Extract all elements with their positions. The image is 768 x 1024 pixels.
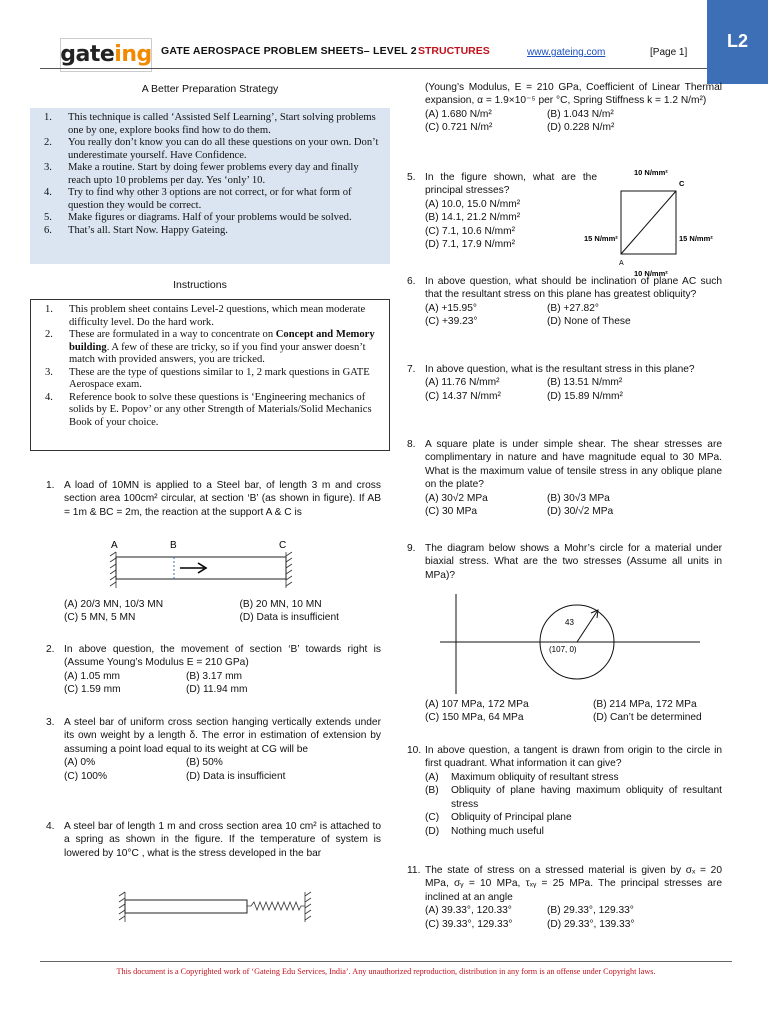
radius-label: 43 [565,618,574,627]
list-item: 4. Try to find why other 3 options are not correct, or for what form of question they would be correct. [44,187,352,211]
corner-a-label: A [619,260,624,267]
option: (D) None of These [547,316,631,328]
option: (A) 30√2 MPa [425,492,488,504]
option: (B) 3.17 mm [186,670,243,682]
right-stress-label: 15 N/mm² [679,234,713,243]
option: (C) Obliquity of Principal plane [425,812,572,824]
strategy-box [30,108,390,264]
list-item: 1. This technique is called ‘Assisted Self Learning’, Start solving problems one by one, explore books find how to do them. [44,112,376,136]
list-item: 3. These are the type of questions similar to 1, 2 mark questions in GATE Aerospace exam. [45,366,370,390]
question-10: 10. In above question, a tangent is drawn from origin to the circle in first quadrant. What information it can give? (A) Maximum obliquity of resultant stress (B) Obliquity of plane having maximum obliquity of resultant stress (C) Obliquity of Principal plane (D) Nothing much useful [407,745,722,837]
option: (B) +27.82° [547,302,599,314]
option: (C) +39.23° [425,316,478,328]
option: (A) 1.680 N/m² [425,108,492,120]
left-stress-label: 15 N/mm² [584,234,618,243]
option: (A) 1.05 mm [64,670,121,682]
option: (A) 20/3 MN, 10/3 MN [64,599,164,610]
option: (C) 100% [64,770,108,782]
option: (C) 0.721 N/m² [425,122,493,134]
list-item: 1. This problem sheet contains Level-2 questions, which mean moderate difficulty level. Do the hard work. [45,304,366,328]
question-2: 2. In above question, the movement of section ‘B’ towards right is (Assume Young’s Modulus E = 210 GPa) (A) 1.05 mm (B) 3.17 mm (C) 1.59 mm (D) 11.94 mm [46,644,381,696]
question-4: 4. A steel bar of length 1 m and cross section area 10 cm² is attached to a spring as shown in the figure. If the temperature of system is lowered by 10°C , what is the stress developed in the bar [46,821,381,859]
option: (D) 0.228 N/m² [547,122,615,134]
bottom-stress-label: 10 N/mm² [634,269,668,278]
option: (B) 14.1, 21.2 N/mm² [425,212,521,224]
option: (C) 1.59 mm [64,684,121,696]
list-item: 2. These are formulated in a way to concentrate on Concept and Memory building. A few of these are tricky, so if you find your answer doesn’t match with provided answers, you are tricked. [45,329,375,365]
subject-label: STRUCTURES [418,45,490,57]
strategy-list [44,112,382,237]
option: (A) 11.76 N/mm² [425,377,500,389]
option: (B) 30√3 MPa [547,492,610,504]
question-9: 9. The diagram below shows a Mohr’s circle for a material under biaxial stress. What are the two stresses (Assume all units in MPa)? [407,543,722,581]
question-5: 5. In the figure shown, what are the principal stresses? (A) 10.0, 15.0 N/mm² (B) 14.1, 21.2 N/mm² (C) 7.1, 10.6 N/mm² (D) 7.1, 17.9 N/mm² [407,172,597,251]
question-1: 1. A load of 10MN is applied to a Steel bar, of length 3 m and cross section area 100cm² circular, at section ‘B’ (as shown in figure). If AB = 1m & BC = 2m, the reaction at the support A & C is [46,480,381,518]
list-item: 2. You really don’t know you can do all these questions on your own. Don’t underestimate yourself. Have Confidence. [44,137,379,161]
option: (B) 29.33°, 129.33° [547,905,634,917]
option: (B) 1.043 N/m² [547,108,614,120]
label-c: C [279,540,287,551]
option: (B) 214 MPa, 172 MPa [593,699,697,710]
option: (A) 107 MPa, 172 MPa [425,699,529,710]
option: (D) Nothing much useful [425,825,544,837]
option: (D) 15.89 N/mm² [547,390,623,402]
spring [247,902,305,910]
label-a: A [111,540,118,551]
option: (B) 50% [186,757,223,769]
option: (D) Data is insufficient [239,612,339,624]
option: (A) Maximum obliquity of resultant stress [425,771,619,783]
question-3: 3. A steel bar of uniform cross section hanging vertically extends under its own weight by a length δ. The error in estimation of extension by assuming a point load equal to its weight at CG will be (A) 0% (B) 50% (C) 100% (D) Data is insufficient [46,717,381,782]
option: (D) Can’t be determined [593,712,702,724]
list-item: 3. Make a routine. Start by doing fewer problems every day and finally reach upto 10 problems per day. Yes ‘only’ 10. [44,162,359,186]
list-item: 6. That’s all. Start Now. Happy Gateing. [44,224,228,236]
question-8: 8. A square plate is under simple shear. The shear stresses are complimentary in nature and have magnitude equal to 30 MPa. What is the maximum value of tensile stress in any oblique plane on the plate? (A) 30√2 MPa (B) 30√3 MPa (C) 30 MPa (D) 30/√2 MPa [407,439,722,518]
level-badge: L2 [707,0,768,84]
option: (A) +15.95° [425,302,477,314]
strategy-title: A Better Preparation Strategy [141,83,279,95]
copyright-notice: This document is a Copyrighted work of ‘Gateing Edu Services, India’. Any unauthorized reproduction, distribution in any form is an offense under Copyright laws. [116,967,656,976]
header-divider [40,68,707,69]
option: (C) 39.33°, 129.33° [425,918,513,930]
option: (D) 7.1, 17.9 N/mm² [425,239,516,251]
stress-element-figure [580,164,728,280]
option: (B) 20 MN, 10 MN [239,599,322,610]
radius-line [577,610,598,642]
option: (C) 7.1, 10.6 N/mm² [425,225,516,237]
sheet-title: GATE AEROSPACE PROBLEM SHEETS– LEVEL 2 [161,45,417,57]
option: (A) 10.0, 15.0 N/mm² [425,198,521,210]
instructions-title: Instructions [173,279,227,291]
question-1-options [46,598,381,625]
question-9-options [407,698,722,725]
option: (D) 11.94 mm [186,684,248,696]
option: (C) 30 MPa [425,506,478,518]
page-number: [Page 1] [650,47,688,58]
top-stress-label: 10 N/mm² [634,168,668,177]
list-item: 5. Make figures or diagrams. Half of your problems would be solved. [44,212,352,223]
option: (A) 39.33°, 120.33° [425,905,512,917]
option: (D) 30/√2 MPa [547,506,614,518]
option: (D) 29.33°, 139.33° [547,918,635,930]
list-item: 4. Reference book to solve these questions is ‘Engineering mechanics of solids by E. Popov’ or any other Strength of Materials/Solid Mechanics Book of your choice. [45,391,372,428]
website-link[interactable]: www.gateing.com [527,47,606,58]
option: (B) 13.51 N/mm² [547,377,623,389]
option: (C) 14.37 N/mm² [425,390,501,402]
mohrs-circle-figure [438,590,706,696]
option: (D) Data is insufficient [186,770,286,782]
option: (A) 0% [64,757,96,769]
option: (C) 5 MN, 5 MN [64,612,136,624]
question-7: 7. In above question, what is the resultant stress in this plane? (A) 11.76 N/mm² (B) 13.51 N/mm² (C) 14.37 N/mm² (D) 15.89 N/mm² [407,363,722,403]
question-11: 11. The state of stress on a stressed material is given by σₓ = 20 MPa, σᵧ = 10 MPa, τₓᵧ = 25 MPa. The principal stresses are inclined at an angle (A) 39.33°, 120.33° (B) 29.33°, 129.33° (C) 39.33°, 129.33° (D) 29.33°, 139.33° [407,865,722,930]
question-4-continued: (Young’s Modulus, E = 210 GPa, Coefficient of Linear Thermal expansion, α = 1.9×10⁻⁵ per °C, Spring Stiffness k = 1.2 N/m²) (A) 1.680 N/m² (B) 1.043 N/m² (C) 0.721 N/m² (D) 0.228 N/m² [425,82,722,134]
instructions-list [45,304,381,429]
steel-bar [125,900,247,913]
center-label: (107, 0) [549,645,577,654]
option: (C) 150 MPa, 64 MPa [425,712,524,724]
question-6: 6. In above question, what should be inclination of plane AC such that the resultant stress on this plane has greatest obliquity? (A) +15.95° (B) +27.82° (C) +39.23° (D) None of These [407,276,722,328]
bar-supports-figure [100,538,300,590]
footer-divider [40,961,732,962]
label-b: B [170,540,177,551]
corner-c-label: C [679,179,685,188]
option: (B) Obliquity of plane having maximum obliquity of resultant stress [425,785,722,810]
bar-spring-figure [115,890,315,926]
instructions-box [30,299,390,451]
gateing-logo: gate ing [60,38,152,72]
